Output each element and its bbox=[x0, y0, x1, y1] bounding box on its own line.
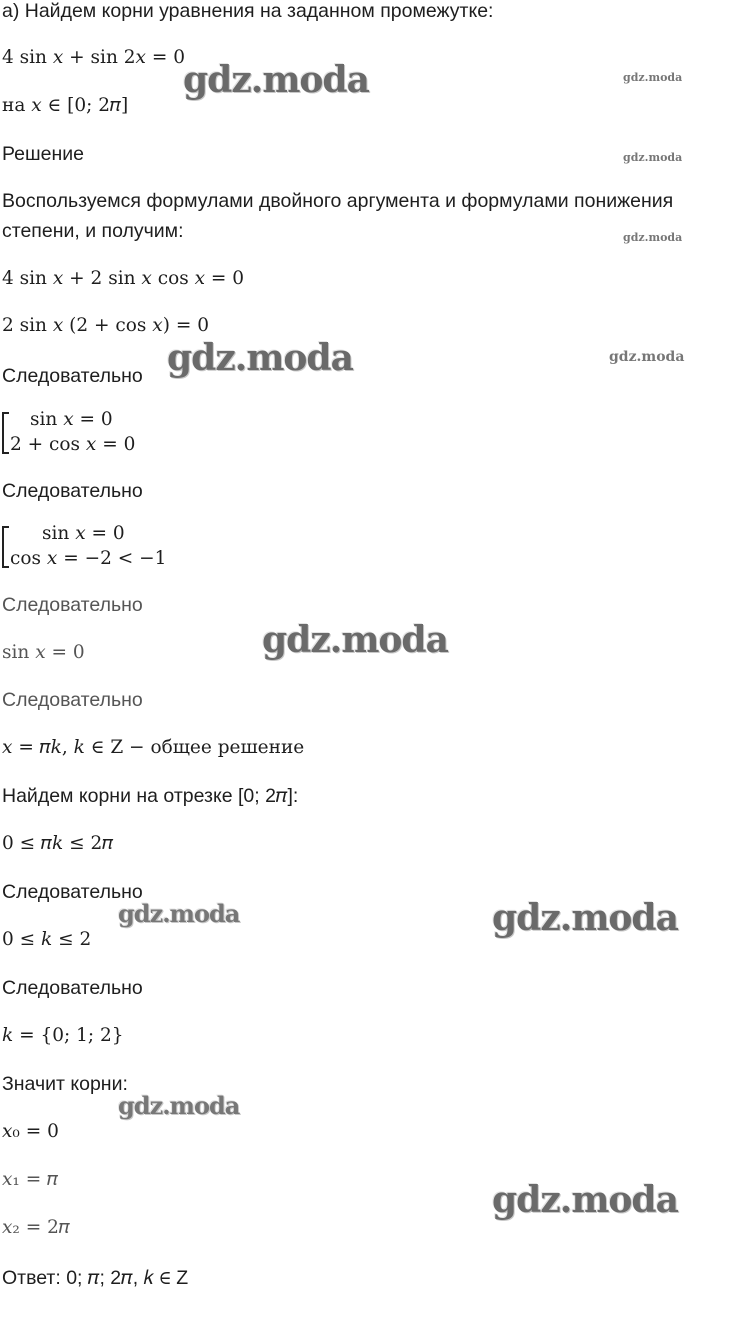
therefore-6: Следовательно bbox=[2, 977, 143, 999]
watermark: gdz.moda bbox=[492, 1179, 678, 1221]
roots-label: Значит корни: bbox=[2, 1073, 128, 1095]
general-solution: 𝑥 = 𝜋𝑘, 𝑘 ∈ Z − общее решение bbox=[2, 737, 305, 758]
interval: на 𝑥 ∈ [0; 2𝜋] bbox=[2, 95, 129, 116]
task-heading: а) Найдем корни уравнения на заданном промежутке: bbox=[2, 0, 494, 22]
system-2-row-2: cos 𝑥 = −2 < −1 bbox=[10, 548, 167, 569]
root-2: 𝑥₂ = 2𝜋 bbox=[2, 1217, 70, 1238]
step-3: sin 𝑥 = 0 bbox=[2, 642, 85, 663]
watermark: gdz.moda bbox=[118, 1091, 240, 1120]
equation: 4 sin 𝑥 + sin 2𝑥 = 0 bbox=[2, 47, 185, 68]
therefore-1: Следовательно bbox=[2, 365, 143, 387]
answer: Ответ: 0; 𝜋; 2𝜋, 𝑘 ∈ Z bbox=[2, 1267, 189, 1289]
solution-label: Решение bbox=[2, 143, 84, 165]
watermark: gdz.moda bbox=[492, 897, 678, 939]
intro-text-continued: степени, и получим: bbox=[2, 220, 184, 242]
root-1: 𝑥₁ = 𝜋 bbox=[2, 1169, 59, 1190]
intro-text: Воспользуемся формулами двойного аргумента и формулами понижения bbox=[2, 190, 674, 212]
watermark: gdz.moda bbox=[183, 59, 369, 101]
therefore-2: Следовательно bbox=[2, 480, 143, 502]
watermark: gdz.moda bbox=[623, 71, 683, 84]
therefore-3: Следовательно bbox=[2, 594, 143, 616]
step-1: 4 sin 𝑥 + 2 sin 𝑥 cos 𝑥 = 0 bbox=[2, 268, 245, 289]
find-roots-text: Найдем корни на отрезке [0; 2𝜋]: bbox=[2, 785, 299, 807]
step-2: 2 sin 𝑥 (2 + cos 𝑥) = 0 bbox=[2, 315, 209, 336]
watermark: gdz.moda bbox=[262, 619, 448, 661]
watermark: gdz.moda bbox=[609, 349, 685, 365]
watermark: gdz.moda bbox=[118, 899, 240, 928]
inequality-1: 0 ≤ 𝜋𝑘 ≤ 2𝜋 bbox=[2, 833, 114, 854]
bracket-1 bbox=[2, 412, 9, 454]
watermark: gdz.moda bbox=[623, 151, 683, 164]
watermark: gdz.moda bbox=[167, 337, 353, 379]
therefore-4: Следовательно bbox=[2, 689, 143, 711]
therefore-5: Следовательно bbox=[2, 881, 143, 903]
system-1-row-2: 2 + cos 𝑥 = 0 bbox=[10, 434, 136, 455]
root-0: 𝑥₀ = 0 bbox=[2, 1121, 59, 1142]
inequality-2: 0 ≤ 𝑘 ≤ 2 bbox=[2, 929, 92, 950]
system-2-row-1: sin 𝑥 = 0 bbox=[42, 523, 125, 544]
k-values: 𝑘 = {0; 1; 2} bbox=[2, 1025, 124, 1046]
watermark: gdz.moda bbox=[623, 231, 683, 244]
system-1-row-1: sin 𝑥 = 0 bbox=[30, 409, 113, 430]
bracket-2 bbox=[2, 526, 9, 568]
